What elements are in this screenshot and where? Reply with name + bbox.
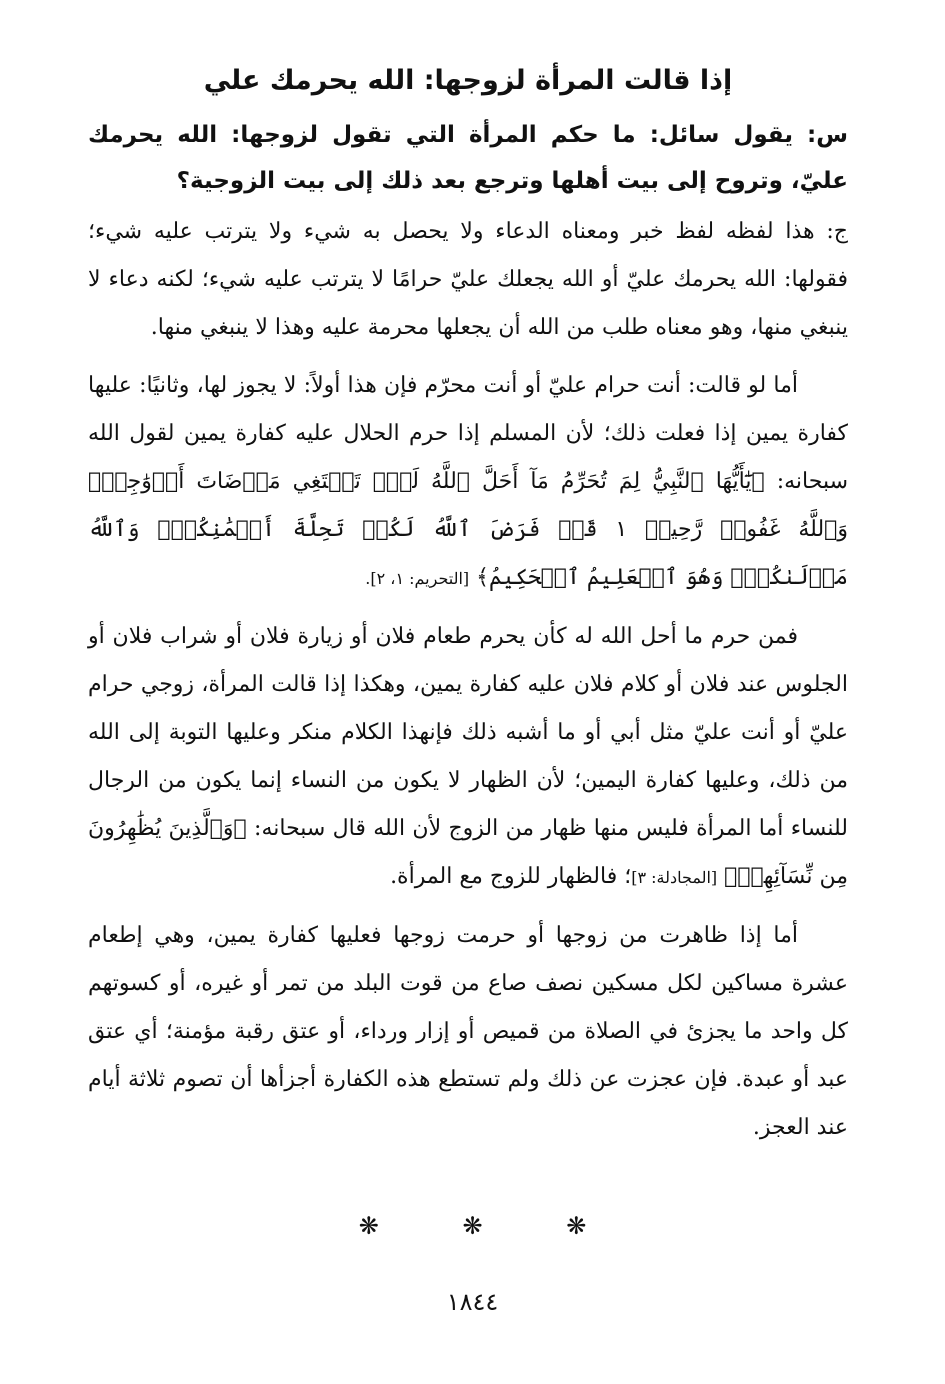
paragraph-tail: ؛ فالظهار للزوج مع المرأة. [390,864,632,889]
page-number: ١٨٤٤ [446,1288,499,1316]
paragraph-text: أما لو قالت: أنت حرام عليّ أو أنت محرّم فإن هذا أولاً: لا يجوز لها، وثانيًا: عليها كفارة يمين إذا فعلت ذلك؛ لأن المسلم إذا حرم الحلال عليه كفارة يمين لقول الله سبحانه: [88,373,849,494]
section-separator [0,1212,945,1240]
star-ornament-icon: ❋ [566,1212,587,1240]
verse-reference: [المجادلة: ٣] [631,868,718,887]
paragraph-expiation-details: أما إذا ظاهرت من زوجها أو حرمت زوجها فعليها كفارة يمين، وهي إطعام عشرة مساكين لكل مسكين نصف صاع من قوت البلد من تمر أو غيره، أو كسوتهم كل واحد ما يجزئ في الصلاة من قميص أو إزار ورداء، أو عتق رقبة مؤمنة؛ أي عتق عبد أو عبدة. فإن عجزت عن ذلك ولم تستطع هذه الكفارة أجزأها أن تصوم ثلاثة أيام عند العجز. [88,923,848,1140]
answer-paragraph: ج: هذا لفظه لفظ خبر ومعناه الدعاء ولا يحصل به شيء ولا يترتب عليه شيء؛ فقولها: الله يحرمك عليّ أو الله يجعلك عليّ حرامًا لا يترتب عليه شيء؛ لكنه دعاء لا ينبغي منها، وهو معناه طلب من الله أن يجعلها محرمة عليه وهذا لا ينبغي منها. [88,219,848,340]
article-title: إذا قالت المرأة لزوجها: الله يحرمك علي [203,65,733,96]
quran-verse: ﴿يَٰٓأَيُّهَا ٱلنَّبِيُّ لِمَ تُحَرِّمُ مَآ أَحَلَّ ٱللَّهُ لَكَۖ تَبۡتَغِي مَرۡضَاتَ أَزۡوَٰجِكَۚ وَٱللَّهُ غَفُورٞ رَّحِيمٞ ١ قَدۡ فَرَضَ ٱللَّهُ لَكُمۡ تَحِلَّةَ أَيۡمَٰنِكُمۡۚ وَٱللَّهُ مَوۡلَىٰكُمۡۖ وَهُوَ ٱلۡعَلِيمُ ٱلۡحَكِيمُ﴾ [88,469,848,590]
star-ornament-icon: ❋ [358,1212,379,1240]
star-ornament-icon: ❋ [462,1212,483,1240]
question-text: س: يقول سائل: ما حكم المرأة التي تقول لزوجها: الله يحرمك عليّ، وتروح إلى بيت أهلها وترجع بعد ذلك إلى بيت الزوجية؟ [88,122,848,194]
paragraph-text: فمن حرم ما أحل الله له كأن يحرم طعام فلان أو زيارة فلان أو شراب فلان أو الجلوس عند فلان أو كلام فلان عليه كفارة يمين، وهكذا إذا قالت المرأة، زوجي حرام عليّ أو أنت عليّ مثل أبي أو ما أشبه ذلك فإنهذا الكلام منكر وعليها التوبة إلى الله من ذلك، وعليها كفارة اليمين؛ لأن الظهار لا يكون من النساء إنما يكون من الرجال للنساء أما المرأة فليس منها ظهار من الزوج لأن الله قال سبحانه: [88,624,848,841]
paragraph-oath-expiation [88,362,848,603]
paragraph-prohibition [88,613,848,902]
page-body [88,52,848,1162]
verse-reference: [التحريم: ١، ٢]. [365,569,470,588]
quran-verse: ﴿وَٱلَّذِينَ يُظَٰهِرُونَ مِن نِّسَآئِهِمۡ﴾ [88,816,848,889]
